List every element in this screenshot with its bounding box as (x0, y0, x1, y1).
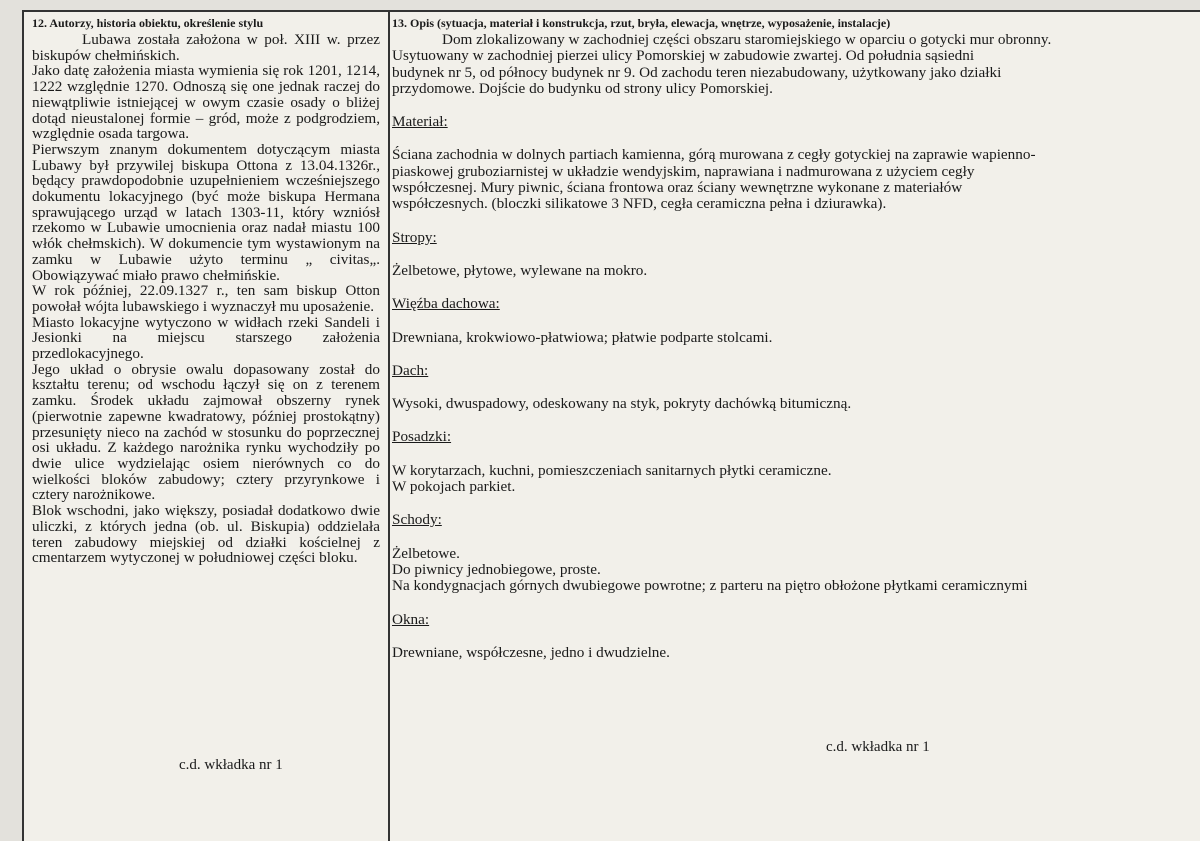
stropy-label: Stropy: (392, 228, 437, 246)
wiezba-text: Drewniana, krokwiowo-płatwiowa; płatwie podparte stolcami. (392, 328, 773, 346)
material-line: współczesnej. Mury piwnic, ściana frontowa oraz ściany wewnętrzne wykonane z materiałów (392, 179, 963, 197)
dach-text: Wysoki, dwuspadowy, odeskowany na styk, pokryty dachówką bitumiczną. (392, 395, 852, 413)
schody-line: Żelbetowe. (392, 544, 460, 562)
description-continuation-note: c.d. wkładka nr 1 (826, 739, 930, 755)
dach-label: Dach: (392, 361, 429, 379)
history-paragraph: W rok później, 22.09.1327 r., ten sam biskup Otton powołał wójta lubawskiego i wyznaczył mu uposażenie. (32, 282, 380, 315)
okna-label: Okna: (392, 610, 430, 628)
wiezba-label: Więźba dachowa: (392, 295, 500, 313)
material-line: współczesnych. (bloczki silikatowe 3 NFD, cegła ceramiczna pełna i dziurawka). (392, 195, 887, 213)
posadzki-label: Posadzki: (392, 428, 452, 446)
intro-line: Dom zlokalizowany w zachodniej części obszaru staromiejskiego w oparciu o gotycki mur obronny. (442, 31, 1052, 48)
material-line: piaskowej gruboziarnistej w układzie wendyjskim, naprawiana i nadmurowana z użyciem cegły (392, 162, 975, 180)
schody-label: Schody: (392, 511, 442, 529)
document-sheet (22, 10, 1200, 841)
schody-line: Na kondygnacjach górnych dwubiegowe powrotne; z parteru na piętro obłożone płytkami ceramicznymi (392, 577, 1028, 595)
history-paragraph: Miasto lokacyjne wytyczono w widłach rzeki Sandeli i Jesionki na miejscu starszego założenia przedlokacyjnego. (32, 313, 380, 363)
intro-line: przydomowe. Dojście do budynku od strony ulicy Pomorskiej. (392, 79, 773, 97)
okna-text: Drewniane, współczesne, jedno i dwudzielne. (392, 643, 670, 661)
history-continuation-note: c.d. wkładka nr 1 (179, 757, 283, 773)
posadzki-line: W korytarzach, kuchni, pomieszczeniach sanitarnych płytki ceramiczne. (392, 461, 832, 479)
posadzki-line: W pokojach parkiet. (392, 478, 516, 496)
history-paragraph: Jako datę założenia miasta wymienia się rok 1201, 1214, 1222 względnie 1270. Odnoszą się one jednak raczej do niewątpliwie istniejącej w owym czasie osady o bliżej dotąd nieustalonej formie – gród, może z podgrodziem, względnie osada targowa. (32, 62, 380, 143)
stropy-text: Żelbetowe, płytowe, wylewane na mokro. (392, 261, 648, 279)
history-paragraph: Lubawa została założona w poł. XIII w. przez biskupów chełmińskich. (32, 31, 380, 64)
material-label: Materiał: (392, 113, 448, 131)
history-column (32, 16, 380, 566)
schody-line: Do piwnicy jednobiegowe, proste. (392, 560, 601, 578)
history-paragraph: Jego układ o obrysie owalu dopasowany został do kształtu terenu; od wschodu łączył się on z terenem zamku. Środek układu zajmował obszerny rynek (pierwotnie zapewne kwadratowy, później prostokątny) przesunięty nieco na zachód w stosunku do poprzecznej osi układu. Z każdego narożnika rynku wychodziły po dwie ulice wydzielając osiem nierównych co do wielkości bloków zabudowy; cztery przyrynkowe i cztery narożnikowe. (32, 360, 380, 504)
history-paragraph: Blok wschodni, jako większy, posiadał dodatkowo dwie uliczki, z których jedna (ob. ul. Biskupia) oddzielała teren zabudowy miejskiej od działki kościelnej z cmentarzem wytyczonej w południowej części bloku. (32, 502, 380, 567)
material-line: Ściana zachodnia w dolnych partiach kamienna, górą murowana z cegły gotyckiej na zaprawie wapienno- (392, 146, 1036, 164)
description-column (392, 16, 1182, 661)
intro-line: budynek nr 5, od północy budynek nr 9. Od zachodu teren niezabudowany, użytkowany jako działki (392, 63, 1002, 81)
column-divider (388, 12, 390, 841)
history-heading: 12. Autorzy, historia obiektu, określenie stylu (32, 16, 264, 30)
description-heading: 13. Opis (sytuacja, materiał i konstrukcja, rzut, bryła, elewacja, wnętrze, wyposażenie, instalacje) (392, 16, 891, 30)
history-paragraph: Pierwszym znanym dokumentem dotyczącym miasta Lubawy był przywilej biskupa Ottona z 13.04.1326r., będący prawdopodobnie uzupełnieniem wcześniejszego dokumentu lokacyjnego (być może biskupa Hermana sprawującego urząd w latach 1303-11, który wzniósł rzekomo w Lubawie umocnienia oraz nadał miastu 100 włók chełmskich). W dokumencie tym wystawionym na zamku w Lubawie użyto terminu „ civitas„. Obowiązywać miało prawo chełmińskie. (32, 140, 380, 284)
intro-line: Usytuowany w zachodniej pierzei ulicy Pomorskiej w zabudowie zwartej. Od południa sąsiedni (392, 47, 975, 65)
